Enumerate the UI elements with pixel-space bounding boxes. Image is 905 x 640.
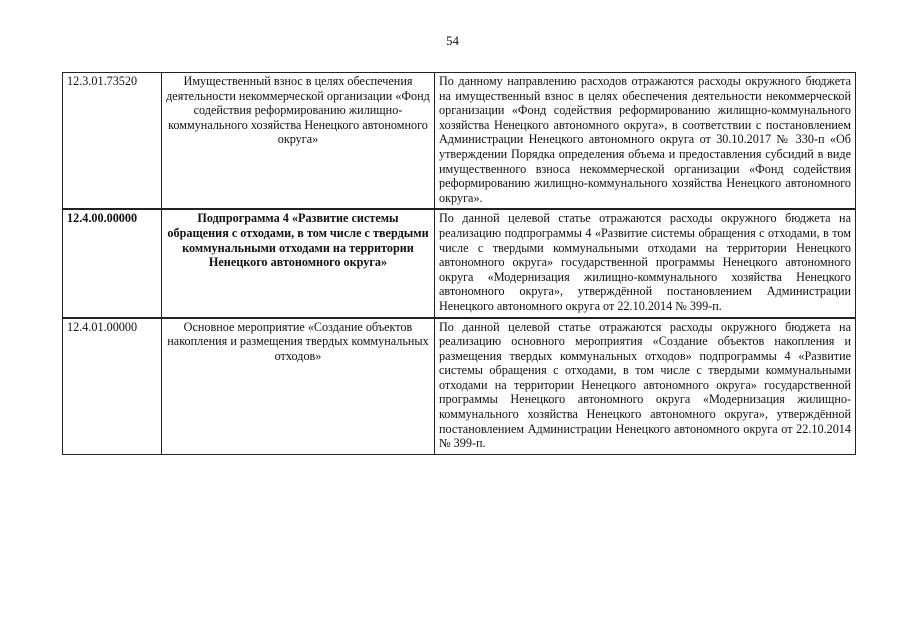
- row-description: По данной целевой статье отражаются расходы окружного бюджета на реализацию подпрограммы 4 «Развитие системы обращения с отходами, в том числе с твердыми коммунальными отходами на территории Ненецкого автономного округа» государственной программы Ненецкого автономного округа «Модернизация жилищно-коммунального хозяйства Ненецкого автономного округа», утверждённой постановлением Администрации Ненецкого автономного округа от 22.10.2014 № 399-п.: [435, 209, 856, 317]
- row-name: Подпрограмма 4 «Развитие системы обращения с отходами, в том числе с твердыми коммунальными отходами на территории Ненецкого автономного округа»: [162, 209, 435, 317]
- row-code: 12.4.01.00000: [63, 318, 162, 455]
- row-description: По данной целевой статье отражаются расходы окружного бюджета на реализацию основного мероприятия «Создание объектов накопления и размещения твердых коммунальных отходов» подпрограммы 4 «Развитие системы обращения с отходами, в том числе с твердыми коммунальными отходами на территории Ненецкого автономного округа» государственной программы Ненецкого автономного округа «Модернизация жилищно-коммунального хозяйства Ненецкого автономного округа», утверждённой постановлением Администрации Ненецкого автономного округа от 22.10.2014 № 399-п.: [435, 318, 856, 455]
- table-row: [63, 73, 856, 210]
- page-number: 54: [446, 33, 459, 48]
- budget-classification-table: [62, 72, 856, 455]
- row-code: 12.3.01.73520: [63, 73, 162, 210]
- table-row: [63, 318, 856, 455]
- table-row: [63, 209, 856, 317]
- row-name: Основное мероприятие «Создание объектов накопления и размещения твердых коммунальных отходов»: [162, 318, 435, 455]
- row-description: По данному направлению расходов отражаются расходы окружного бюджета на имущественный взнос в целях обеспечения деятельности некоммерческой организации «Фонд содействия реформированию жилищно-коммунального хозяйства Ненецкого автономного округа», в соответствии с постановлением Администрации Ненецкого автономного округа от 30.10.2017 № 330-п «Об утверждении Порядка определения объема и предоставления субсидий в виде имущественного взноса некоммерческой организации «Фонд содействия реформированию жилищно-коммунального хозяйства Ненецкого автономного округа».: [435, 73, 856, 210]
- row-code: 12.4.00.00000: [63, 209, 162, 317]
- row-name: Имущественный взнос в целях обеспечения деятельности некоммерческой организации «Фонд содействия реформированию жилищно-коммунального хозяйства Ненецкого автономного округа»: [162, 73, 435, 210]
